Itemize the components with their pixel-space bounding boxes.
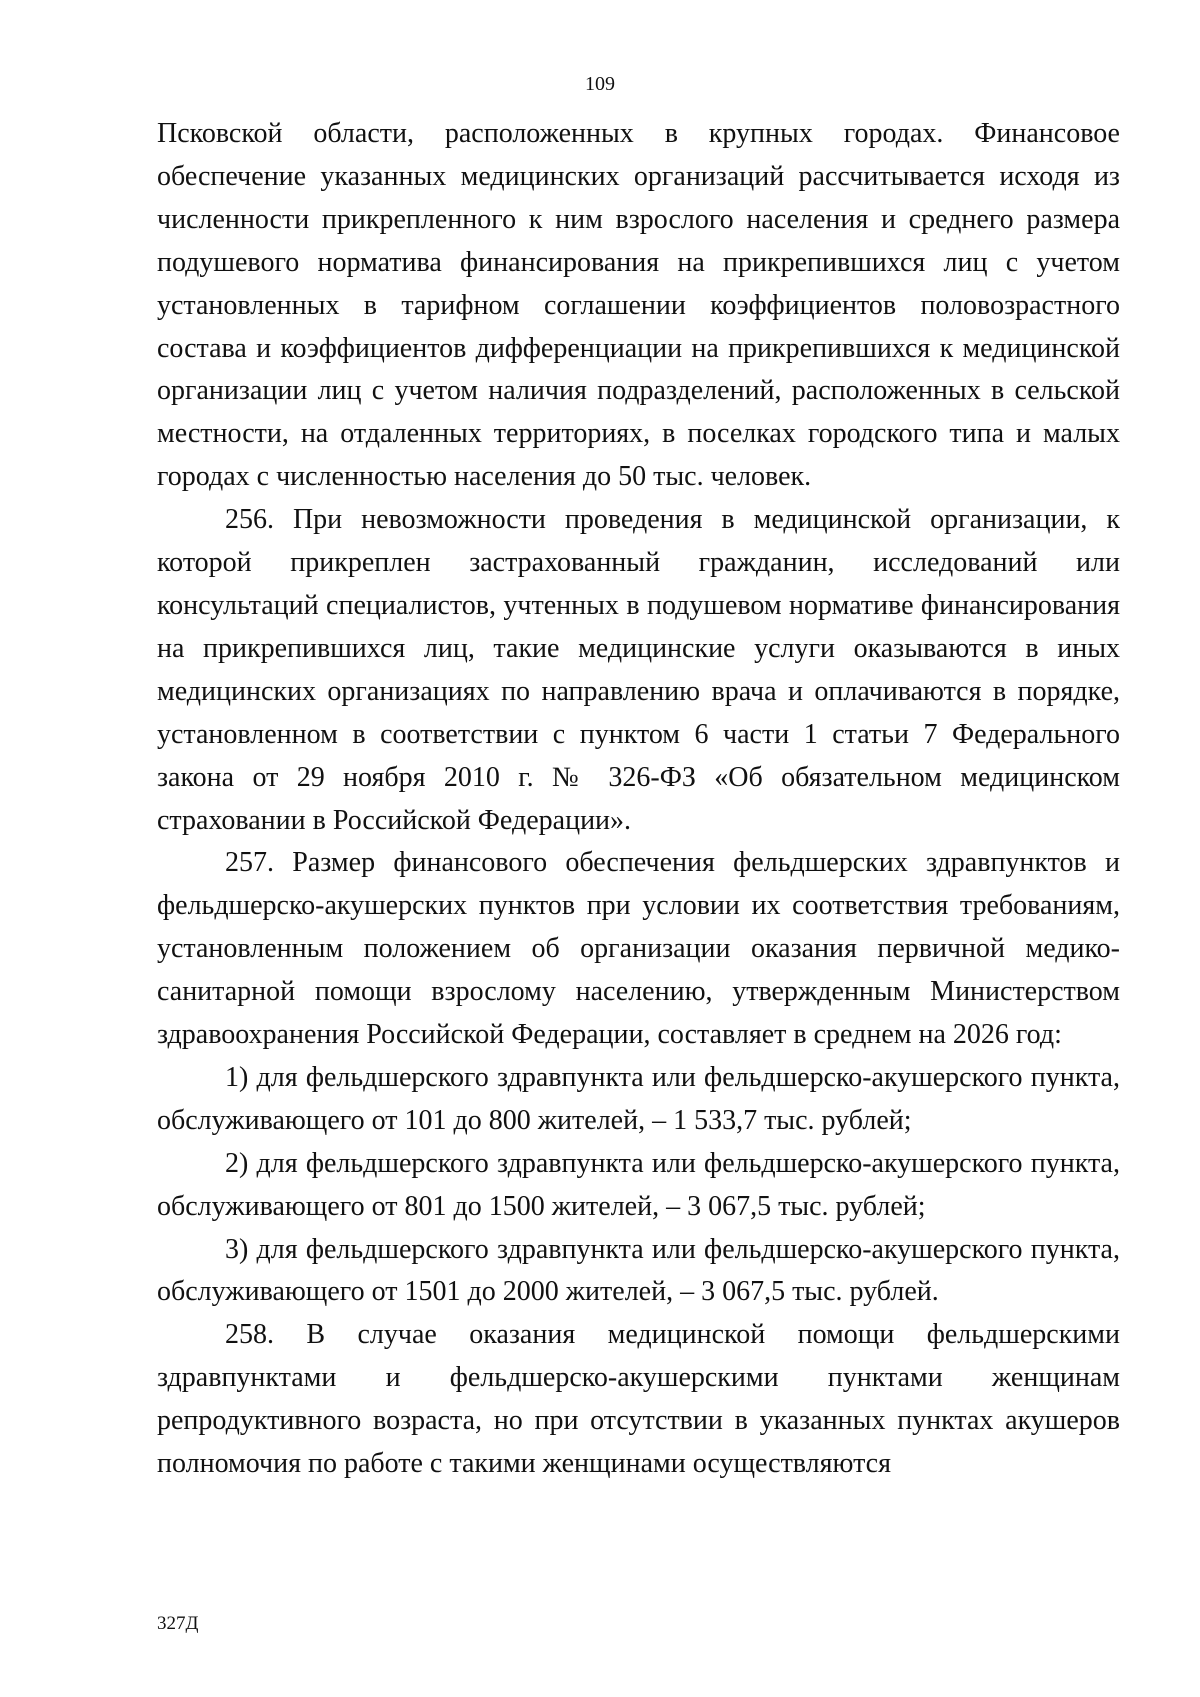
paragraph-continuation: Псковской области, расположенных в крупных городах. Финансовое обеспечение указанных медицинских организаций рассчитывается исходя из численности прикрепленного к ним взрослого населения и среднего размера подушевого норматива финансирования на прикрепившихся лиц с учетом установленных в тарифном соглашении коэффициентов половозрастного состава и коэффициентов дифференциации на прикрепившихся к медицинской организации лиц с учетом наличия подразделений, расположенных в сельской местности, на отдаленных территориях, в поселках городского типа и малых городах с численностью населения до 50 тыс. человек. [157, 118, 1120, 493]
list-item-2: 2) для фельдшерского здравпункта или фельдшерско-акушерского пункта, обслуживающего от 801 до 1500 жителей, – 3 067,5 тыс. рублей; [157, 1147, 1120, 1222]
list-item-1: 1) для фельдшерского здравпункта или фельдшерско-акушерского пункта, обслуживающего от 101 до 800 жителей, – 1 533,7 тыс. рублей; [157, 1061, 1120, 1136]
list-item-3: 3) для фельдшерского здравпункта или фельдшерско-акушерского пункта, обслуживающего от 1501 до 2000 жителей, – 3 067,5 тыс. рублей. [157, 1233, 1120, 1308]
page-number: 109 [585, 73, 615, 95]
document-body [157, 113, 1120, 1486]
paragraph-256: 256. При невозможности проведения в медицинской организации, к которой прикреплен застрахованный гражданин, исследований или консультаций специалистов, учтенных в подушевом нормативе финансирования на прикрепившихся лиц, такие медицинские услуги оказываются в иных медицинских организациях по направлению врача и оплачиваются в порядке, установленном в соответствии с пунктом 6 части 1 статьи 7 Федерального закона от 29 ноября 2010 г. № 326-ФЗ «Об обязательном медицинском страховании в Российской Федерации». [157, 504, 1120, 836]
paragraph-257: 257. Размер финансового обеспечения фельдшерских здравпунктов и фельдшерско-акушерских пунктов при условии их соответствия требованиям, установленным положением об организации оказания первичной медико-санитарной помощи взрослому населению, утвержденным Министерством здравоохранения Российской Федерации, составляет в среднем на 2026 год: [157, 847, 1120, 1051]
document-code: 327Д [157, 1613, 199, 1634]
paragraph-258: 258. В случае оказания медицинской помощи фельдшерскими здравпунктами и фельдшерско-акушерскими пунктами женщинам репродуктивного возраста, но при отсутствии в указанных пунктах акушеров полномочия по работе с такими женщинами осуществляются [157, 1319, 1120, 1480]
